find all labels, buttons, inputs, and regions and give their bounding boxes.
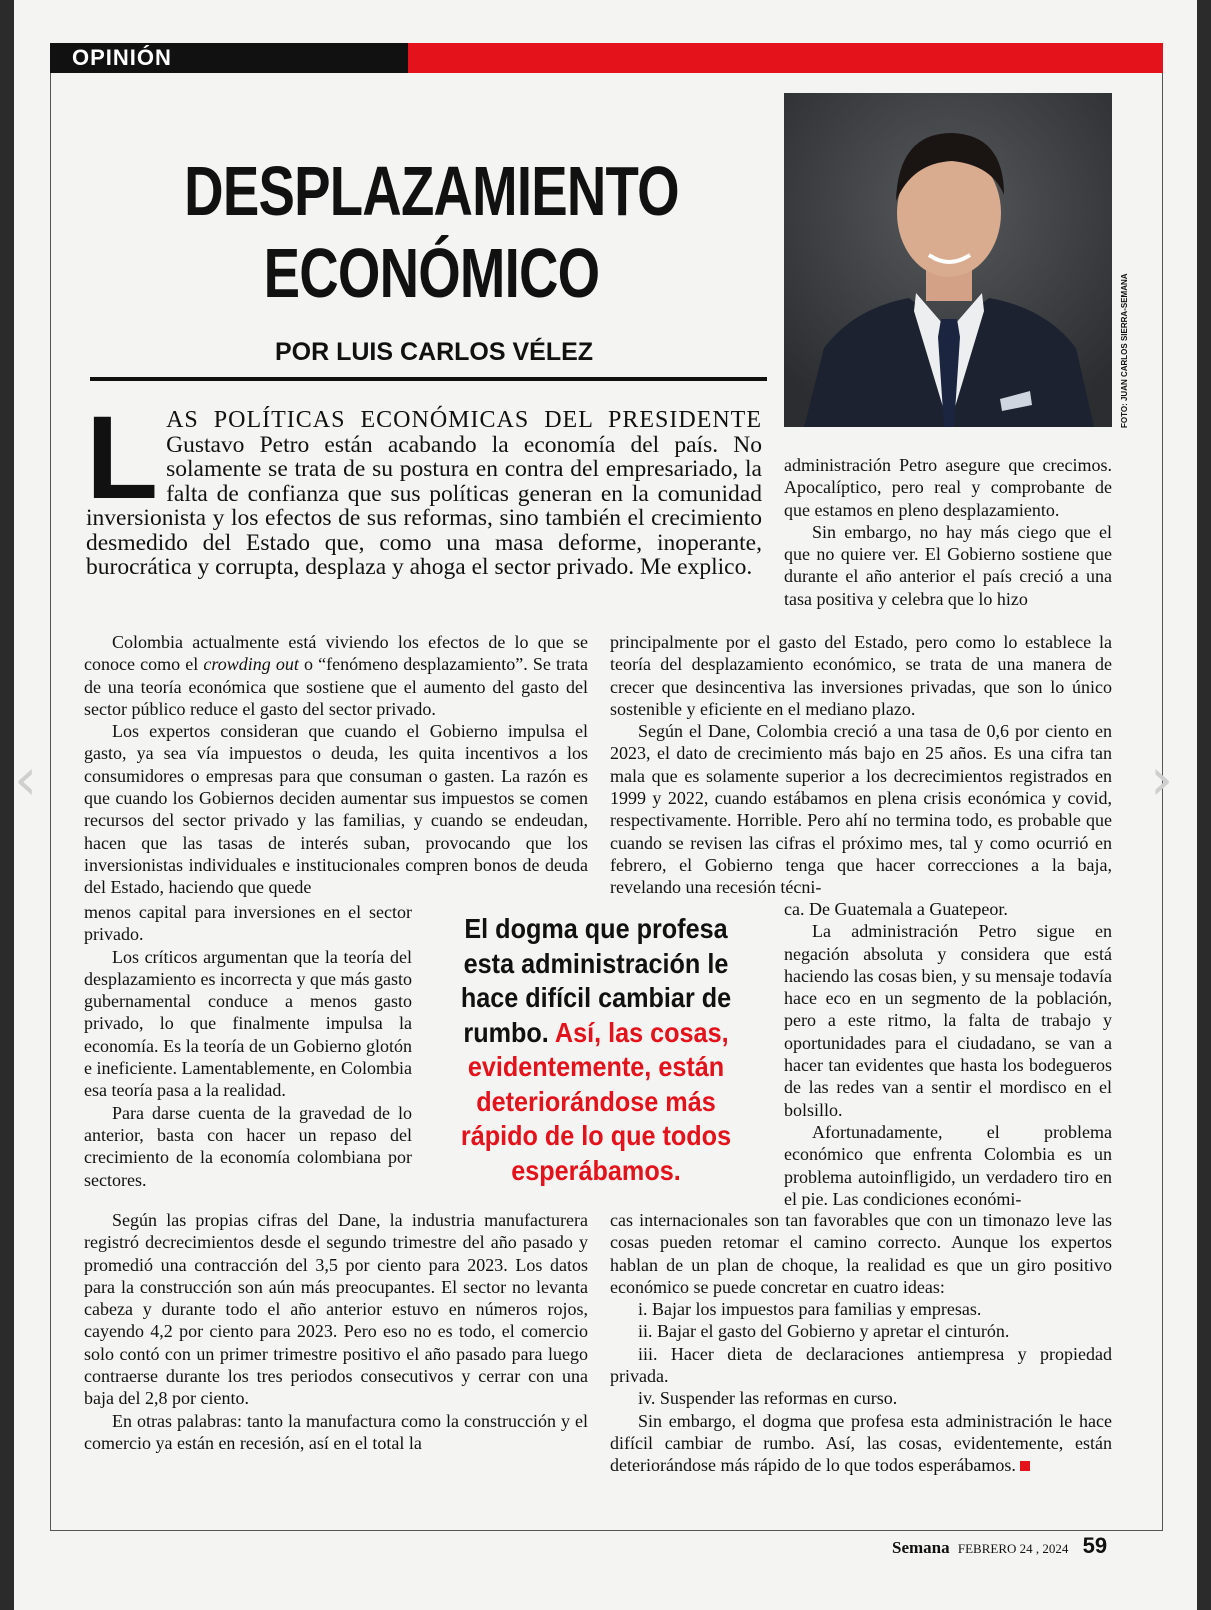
chevron-left-icon[interactable]: ‹	[14, 745, 38, 813]
pull-quote	[454, 912, 738, 1188]
chevron-right-icon[interactable]: ›	[1150, 745, 1174, 813]
paragraph: Según las propias cifras del Dane, la industria manufacturera registró decrecimientos desde el segundo trimestre del año pasado y promedió una contracción del 3,5 por ciento para 2023. Los datos para la construcción son aún más preocupantes. El sector no levanta cabeza y durante todo el año anterior estuvo en números rojos, cayendo 4,2 por ciento para 2023. Pero eso no es todo, el comercio solo contó con un primer trimestre positivo el año pasado para luego contraerse durante los tres periodos consecutivos y cerrar con una baja del 2,8 por ciento.	[84, 1210, 588, 1409]
issue-date: FEBRERO 24 , 2024	[957, 1541, 1069, 1556]
end-mark-icon	[1020, 1461, 1030, 1471]
paragraph: Según el Dane, Colombia creció a una tasa de 0,6 por ciento en 2023, el dato de crecimiento más bajo en 25 años. Es una cifra tan mala que es solamente superior a los decrecimientos registrados en 1999 y 2022, cuando estábamos en plena crisis económica y covid, respectivamente. Horrible. Pero ahí no termina todo, es probable que cuando se revisen las cifras el próximo mes, tal y como ocurrió en febrero, el Gobierno tenga que hacer correcciones a la baja, revelando una recesión técni-	[610, 721, 1112, 898]
magazine-name: Semana	[892, 1538, 950, 1557]
list-item: iv. Suspender las reformas en curso.	[638, 1388, 898, 1409]
paragraph: Colombia actualmente está viviendo los efectos de lo que se conoce como el crowding out o “fenómeno desplazamiento”. Se trata de una teoría económica que sostiene que el aumento del gasto del sector público reduce el gasto del sector privado.	[84, 632, 588, 719]
magazine-page	[14, 0, 1197, 1610]
section-label: OPINIÓN	[72, 45, 172, 70]
paragraph: menos capital para inversiones en el sector privado.	[84, 902, 412, 945]
paragraph: Afortunadamente, el problema económico que enfrenta Colombia es un problema autoinfligido, un verdadero tiro en el pie. Las condiciones económi-	[784, 1121, 1112, 1209]
paragraph: Los expertos consideran que cuando el Gobierno impulsa el gasto, ya sea vía impuestos o deuda, les quita incentivos a los consumidores o empresas para que consuman o gasten. La razón es que cuando los Gobiernos deciden aumentar sus impuestos se comen recursos del sector privado y las familias, y cuando se endeudan, hacen que las tasas de interés suban, provocando que los inversionistas individuales e institucionales compren bonos de deuda del Estado, haciendo que quede	[84, 721, 588, 898]
lede-caps: AS POLÍTICAS ECONÓMICAS DEL PRESIDENTE	[166, 407, 762, 433]
photo-credit: FOTO: JUAN CARLOS SIERRA-SEMANA	[1120, 273, 1129, 428]
column-3-bottom	[784, 898, 1112, 1210]
column-1-top	[84, 631, 588, 899]
paragraph: cas internacionales son tan favorables que con un timonazo leve las cosas pueden retomar el camino correcto. Aunque los expertos hablan de un plan de choque, la realidad es que un giro positivo económico se puede concretar en cuatro ideas:	[610, 1210, 1112, 1297]
page-number: 59	[1082, 1533, 1108, 1558]
paragraph: La administración Petro sigue en negación absoluta y considera que está haciendo las cosas bien, y su mensaje todavía hace eco en un segmento de la población, pero a este ritmo, la falta de trabajo y oportunidades para el ciudadano, se van a hacer tan evidentes que hasta los bodegueros de las redes van a sentir el mordisco en el bolsillo.	[784, 921, 1112, 1120]
pull-quote-black: El dogma que profesa esta administración le hace difícil cambiar de rumbo.	[460, 913, 732, 1048]
headline-line-1: DESPLAZAMIENTO	[184, 152, 679, 230]
lede-paragraph	[86, 392, 762, 580]
pull-quote-red: Así, las cosas, evidentemente, están deteriorándose más rápido de lo que todos esperábamos.	[460, 1016, 732, 1186]
list-item: ii. Bajar el gasto del Gobierno y apretar el cinturón.	[638, 1321, 1010, 1342]
paragraph: administración Petro asegure que crecimos. Apocalíptico, pero real y comprobante de que estamos en pleno desplazamiento.	[784, 455, 1112, 520]
list-item: iii. Hacer dieta de declaraciones antiempresa y propiedad privada.	[610, 1343, 1112, 1387]
headline-rule	[90, 377, 767, 381]
headline-line-2: ECONÓMICO	[263, 234, 600, 312]
column-2-bottom	[610, 1209, 1112, 1477]
headline	[160, 150, 702, 314]
paragraph: Sin embargo, no hay más ciego que el que no quiere ver. El Gobierno sostiene que durante el año anterior el país creció a una tasa positiva y celebra que lo hizo	[784, 521, 1112, 609]
byline: POR LUIS CARLOS VÉLEZ	[274, 338, 594, 366]
column-2-top	[610, 631, 1112, 899]
lede-text: Gustavo Petro están acabando la economía del país. No solamente se trata de su postura en contra del empresariado, la falta de confianza que sus políticas generan en la comunidad inversionista y los efectos de sus reformas, sino también el crecimiento desmedido del Estado que, como una masa deforme, inoperante, burocrática y corrupta, desplaza y ahoga el sector privado. Me explico.	[86, 431, 762, 580]
page-footer	[892, 1533, 1107, 1559]
section-accent-bar	[408, 43, 1163, 73]
column-1-bottom	[84, 1209, 588, 1454]
author-photo	[784, 93, 1112, 427]
drop-cap: L	[86, 392, 159, 524]
paragraph: Para darse cuenta de la gravedad de lo anterior, basta con hacer un repaso del crecimiento de la economía colombiana por sectores.	[84, 1102, 412, 1190]
paragraph: Sin embargo, el dogma que profesa esta administración le hace difícil cambiar de rumbo. Así, las cosas, evidentemente, están deteriorándose más rápido de lo que todos esperábamos.	[610, 1410, 1112, 1476]
column-1-narrow	[84, 901, 412, 1191]
paragraph: ca. De Guatemala a Guatepeor.	[784, 899, 1008, 919]
paragraph: principalmente por el gasto del Estado, pero como lo establece la teoría del desplazamiento económico, se trata de una manera de crecer que desincentiva las inversiones privadas, que son lo único sostenible y eficiente en el mediano plazo.	[610, 632, 1112, 719]
paragraph: Los críticos argumentan que la teoría del desplazamiento es incorrecta y que más gasto gubernamental conduce a menos gasto privado, lo que finalmente impulsa la economía. Es la teoría de un Gobierno glotón e ineficiente. Lamentablemente, en Colombia esa teoría pasa a la realidad.	[84, 946, 412, 1101]
author-portrait-image	[784, 93, 1112, 427]
list-item: i. Bajar los impuestos para familias y empresas.	[638, 1299, 982, 1320]
paragraph: En otras palabras: tanto la manufactura como la construcción y el comercio ya están en recesión, así en el total la	[84, 1410, 588, 1453]
column-3-top	[784, 454, 1112, 610]
